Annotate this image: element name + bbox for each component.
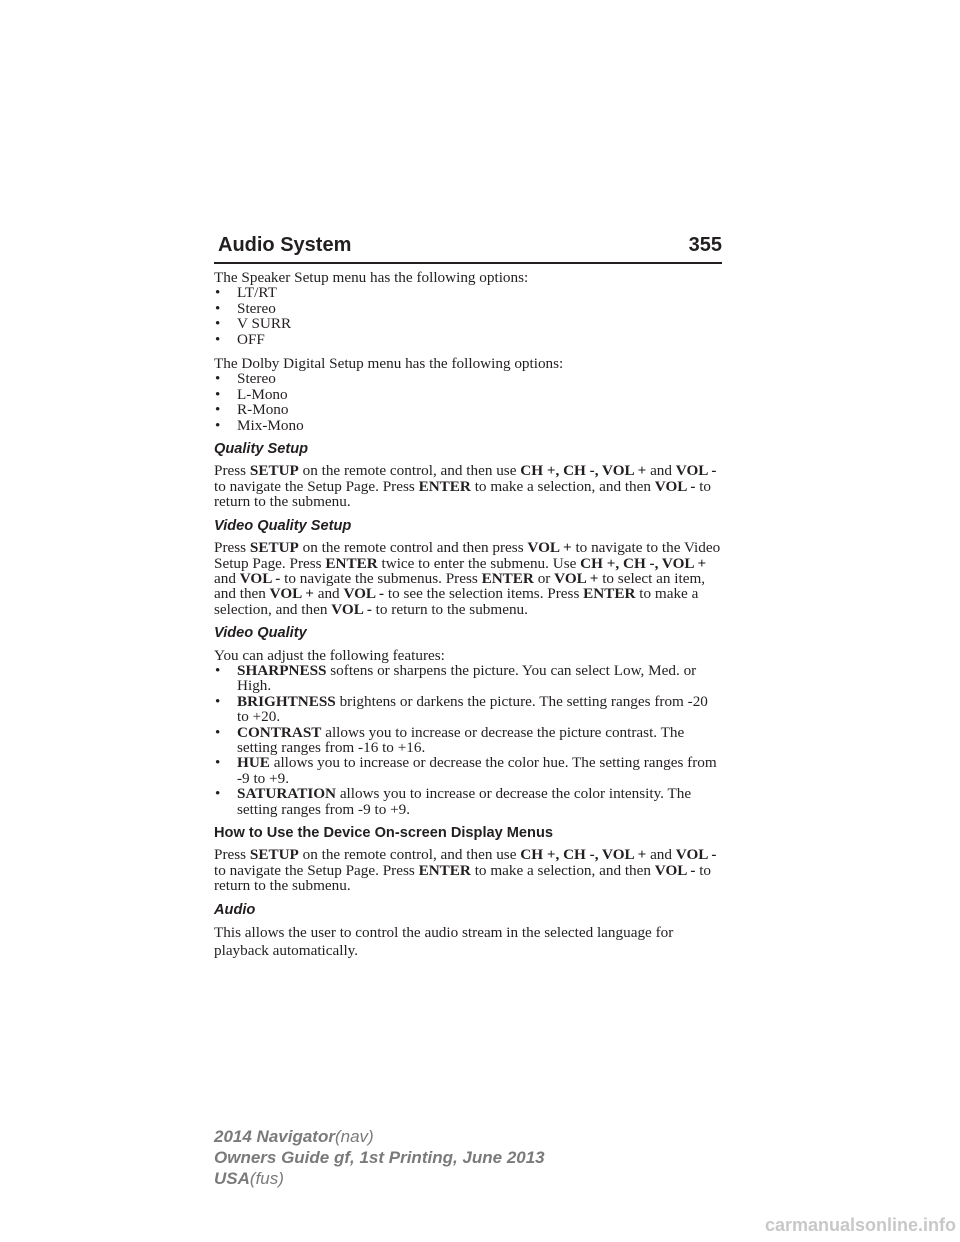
- quality-setup-text: Press SETUP on the remote control, and then use CH +, CH -, VOL + and VOL - to navigate the Setup Page. Press ENTER to make a selection, and then VOL - to return to the submenu.: [214, 462, 717, 511]
- list-item: • LT/RT: [214, 285, 722, 300]
- page-header: [214, 232, 722, 264]
- list-item: • L-Mono: [214, 387, 722, 402]
- list-item: • Stereo: [214, 301, 722, 316]
- list-item: • OFF: [214, 332, 722, 347]
- osd-menus-text: Press SETUP on the remote control, and then use CH +, CH -, VOL + and VOL - to navigate the Setup Page. Press ENTER to make a selection, and then VOL - to return to the submenu.: [214, 846, 717, 895]
- video-quality-intro: You can adjust the following features:: [214, 646, 445, 664]
- footer-line-3: USA(fus): [214, 1169, 284, 1188]
- list-item: • Mix-Mono: [214, 418, 722, 433]
- list-item: • HUE allows you to increase or decrease the color hue. The setting ranges from -9 to +9.: [214, 755, 722, 786]
- audio-text: This allows the user to control the audio stream in the selected language for playback automatically.: [214, 924, 674, 960]
- page-footer: [214, 1126, 545, 1189]
- list-item: • SATURATION allows you to increase or decrease the color intensity. The setting ranges from -9 to +9.: [214, 786, 722, 817]
- dolby-setup-options: [214, 371, 722, 433]
- osd-menus-heading: How to Use the Device On-screen Display Menus: [214, 825, 553, 841]
- quality-setup-heading: Quality Setup: [214, 441, 309, 458]
- page-content: [214, 270, 722, 969]
- video-quality-features: [214, 663, 722, 817]
- audio-heading: Audio: [214, 901, 256, 918]
- footer-line-1: 2014 Navigator(nav): [214, 1127, 374, 1146]
- list-item: • CONTRAST allows you to increase or decrease the picture contrast. The setting ranges from -16 to +16.: [214, 725, 722, 756]
- list-item: • SHARPNESS softens or sharpens the picture. You can select Low, Med. or High.: [214, 663, 722, 694]
- speaker-setup-options: [214, 285, 722, 347]
- list-item: • Stereo: [214, 371, 722, 386]
- watermark: carmanualsonline.info: [764, 1215, 956, 1235]
- list-item: • V SURR: [214, 316, 722, 331]
- section-title: Audio System: [218, 234, 352, 256]
- video-quality-setup-heading: Video Quality Setup: [214, 517, 352, 534]
- dolby-setup-intro: The Dolby Digital Setup menu has the following options:: [214, 355, 564, 373]
- video-quality-setup-text: Press SETUP on the remote control and then press VOL + to navigate to the Video Setup Page. Press ENTER twice to enter the submenu. Use CH +, CH -, VOL + and VOL - to navigate the submenus. Press ENTER or VOL + to select an item, and then VOL + and VOL - to see the selection items. Press ENTER to make a selection, and then VOL - to return to the submenu.: [214, 539, 721, 618]
- list-item: • R-Mono: [214, 402, 722, 417]
- speaker-setup-intro: The Speaker Setup menu has the following options:: [214, 269, 529, 286]
- footer-line-2: Owners Guide gf, 1st Printing, June 2013: [214, 1148, 545, 1167]
- video-quality-heading: Video Quality: [214, 625, 307, 642]
- page-number: 355: [688, 234, 722, 256]
- list-item: • BRIGHTNESS brightens or darkens the picture. The setting ranges from -20 to +20.: [214, 694, 722, 725]
